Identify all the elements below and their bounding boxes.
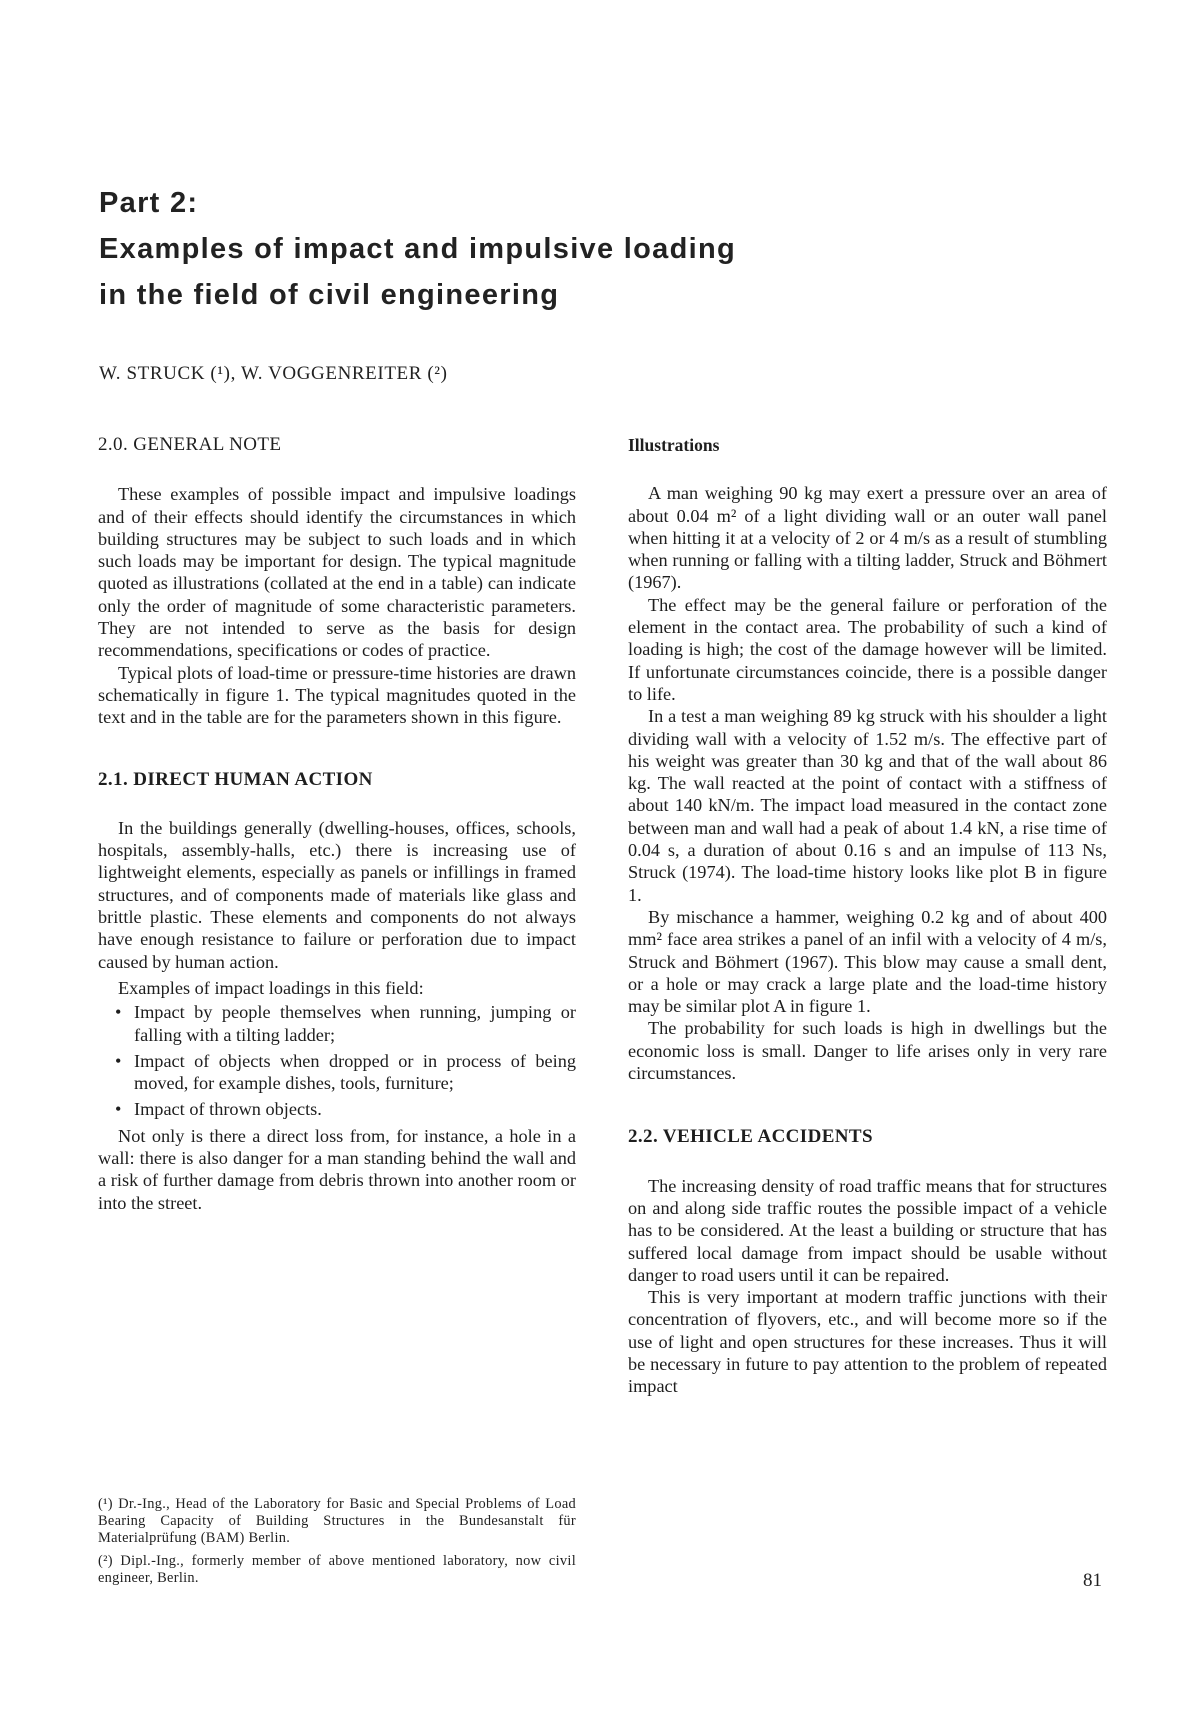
paragraph: A man weighing 90 kg may exert a pressure over an area of about 0.04 m² of a light dividing wall or an outer wall panel when hitting it at a velocity of 2 or 4 m/s as a result of stumbling when running or falling with a tilting ladder, Struck and Böhmert (1967). xyxy=(628,483,1107,593)
paragraph: By mischance a hammer, weighing 0.2 kg and of about 400 mm² face area strikes a panel of an infil with a velocity of 4 m/s, Struck and Böhmert (1967). This blow may cause a small dent, or a hole or may crack a large plate and the load-time history may be similar plot A in figure 1. xyxy=(628,906,1107,1017)
footnote-mark: (²) xyxy=(98,1553,113,1569)
page-number: 81 xyxy=(1083,1570,1102,1591)
section-heading-direct-human-action: 2.1. DIRECT HUMAN ACTION xyxy=(98,768,373,790)
list-item-text: Impact of objects when dropped or in process of being moved, for example dishes, tools, furniture; xyxy=(134,1050,576,1094)
paragraph: In the buildings generally (dwelling-houses, offices, schools, hospitals, assembly-halls, etc.) there is increasing use of lightweight elements, especially as panels or infillings in framed structures, and of components made of materials like glass and brittle plastic. These elements and components do not always have enough resistance to failure or perforation due to impact caused by human action. xyxy=(98,817,576,972)
subheading-illustrations: Illustrations xyxy=(628,435,720,455)
author-2-footnote-mark: (²) xyxy=(427,363,448,384)
author-1-footnote-mark: (¹) xyxy=(210,363,231,384)
paragraph: In a test a man weighing 89 kg struck with his shoulder a light dividing wall with a velocity of 1.52 m/s. The effective part of his weight was greater than 30 kg and that of the wall about 86 kg. The wall reacted at the point of contact with a stiffness of about 140 kN/m. The impact load measured in the contact zone between man and wall had a peak of about 1.4 kN, a rise time of 0.04 s, a duration of about 0.16 s and an impulse of 113 Ns, Struck (1974). The load-time history looks like plot B in figure 1. xyxy=(628,706,1107,905)
footnote-2 xyxy=(98,1553,576,1587)
paragraph: The increasing density of road traffic means that for structures on and along side traffic routes the possible impact of a vehicle has to be considered. At the least a building or structure that has suffered local damage from impact should be usable without danger to road users until it can be repaired. xyxy=(628,1175,1107,1285)
title-line-2: Examples of impact and impulsive loading xyxy=(99,233,736,265)
list-item-text: Impact by people themselves when running, jumping or falling with a tilting ladder; xyxy=(134,1002,576,1045)
bullet-icon: • xyxy=(115,1050,122,1071)
paragraph: This is very important at modern traffic junctions with their concentration of flyovers, etc., and will become more so if the use of light and open structures for these increases. Thus it will be necessary in future to pay attention to the problem of repeated impact xyxy=(628,1287,1107,1397)
paragraph: Typical plots of load-time or pressure-time histories are drawn schematically in figure 1. The typical magnitudes quoted in the text and in the table are for the parameters shown in this figure. xyxy=(98,662,576,728)
paragraph: The effect may be the general failure or perforation of the element in the contact area. The probability of such a kind of loading is high; the cost of the damage however will be limited. If unfortunate circumstances coincide, there is a possible danger to life. xyxy=(628,594,1107,704)
title-line-3: in the field of civil engineering xyxy=(99,279,560,311)
author-2: W. VOGGENREITER xyxy=(240,363,423,384)
footnote-text: Dipl.-Ing., formerly member of above mentioned laboratory, now civil engineer, Berlin. xyxy=(98,1553,577,1586)
author-1: W. STRUCK xyxy=(99,363,206,384)
bullet-icon: • xyxy=(115,1099,122,1120)
title-line-1: Part 2: xyxy=(99,187,199,219)
article-title xyxy=(99,180,919,318)
right-column xyxy=(628,435,1107,1398)
list-item-text: Impact of thrown objects. xyxy=(134,1099,322,1120)
paragraph: The probability for such loads is high in dwellings but the economic loss is small. Danger to life arises only in very rare circumstances. xyxy=(628,1018,1107,1084)
footnote-text: Dr.-Ing., Head of the Laboratory for Basic and Special Problems of Load Bearing Capacity of Building Structures in the Bundesanstalt für Materialprüfung (BAM) Berlin. xyxy=(98,1496,576,1546)
left-column xyxy=(98,434,576,1214)
paragraph: Examples of impact loadings in this field: xyxy=(118,977,424,998)
list-item xyxy=(98,1001,576,1046)
author-separator: , xyxy=(230,363,236,384)
list-item xyxy=(98,1050,576,1095)
bullet-icon: • xyxy=(115,1002,122,1023)
section-heading-vehicle-accidents: 2.2. VEHICLE ACCIDENTS xyxy=(628,1126,873,1148)
footnote-mark: (¹) xyxy=(98,1496,113,1512)
footnote-1 xyxy=(98,1496,576,1547)
section-heading-general-note: 2.0. GENERAL NOTE xyxy=(98,434,282,455)
paragraph: Not only is there a direct loss from, for instance, a hole in a wall: there is also danger for a man standing behind the wall and a risk of further damage from debris thrown into another room or into the street. xyxy=(98,1125,576,1213)
author-line xyxy=(99,363,448,385)
list-item xyxy=(98,1098,576,1120)
paragraph: These examples of possible impact and impulsive loadings and of their effects should identify the circumstances in which building structures may be subject to such loads and in which such loads may be important for design. The typical magnitude quoted as illustrations (collated at the end in a table) can indicate only the order of magnitude of some characteristic parameters. They are not intended to serve as the basis for design recommendations, specifications or codes of practice. xyxy=(98,484,576,661)
impact-examples-list xyxy=(98,1001,576,1120)
